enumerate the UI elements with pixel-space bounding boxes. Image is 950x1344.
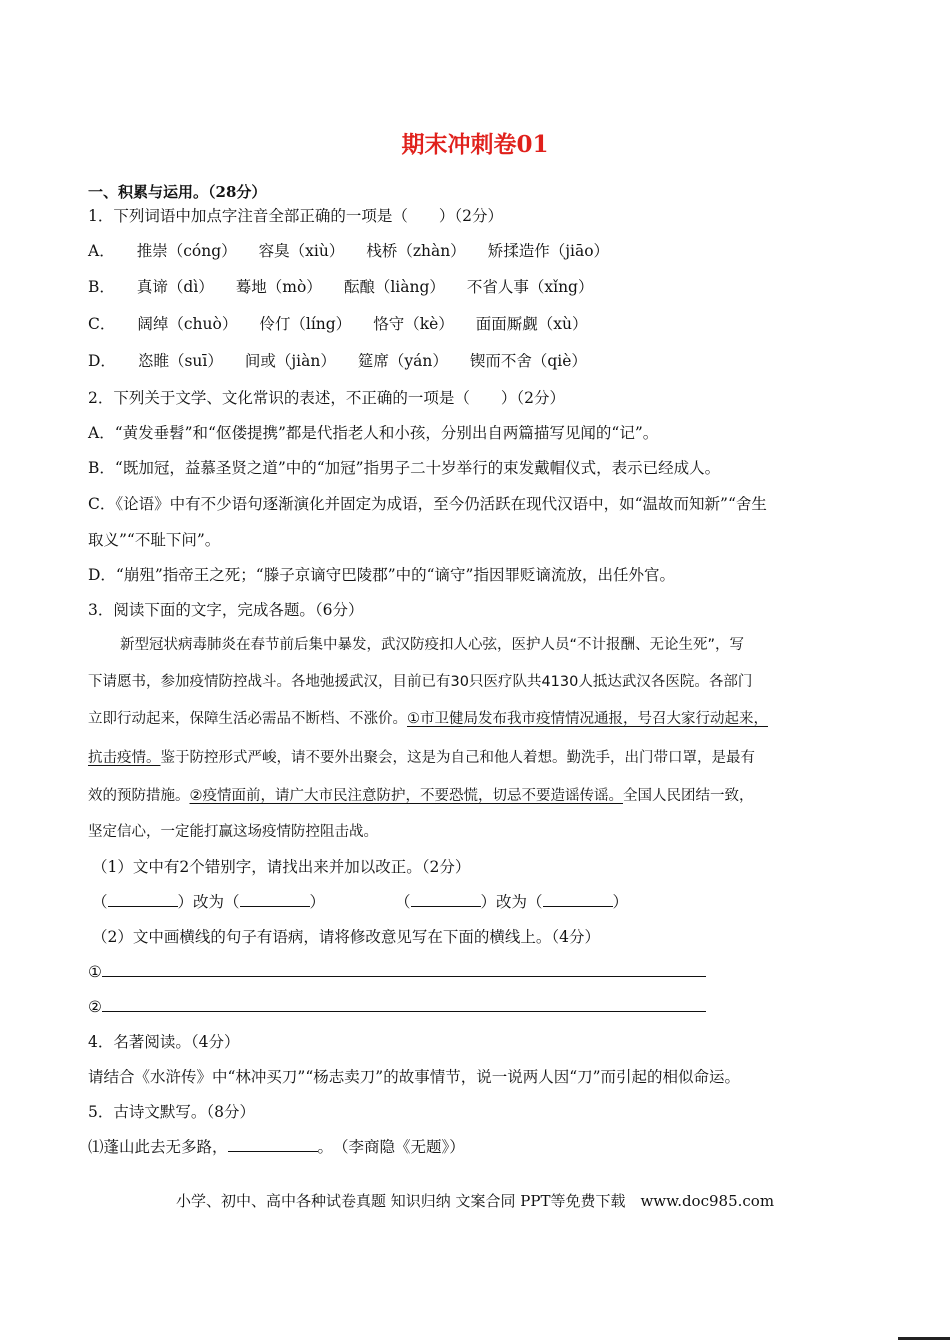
correction-answer-1[interactable] [92,891,325,913]
paren: ） [612,893,629,911]
q3-sub2: （2）文中画横线的句子有语病，请将修改意见写在下面的横线上。（4分） [92,928,600,946]
passage-line [88,708,768,730]
option-item: 伶仃（líng） [259,315,352,333]
answer-line[interactable] [102,962,706,977]
paren: （ [395,893,411,911]
q2-stem: 2．下列关于文学、文化常识的表述，不正确的一项是（ ）（2分） [88,389,565,407]
option-item: 蓦地（mò） [235,278,322,296]
passage-line: 坚定信心，一定能打赢这场疫情防控阻击战。 [88,824,378,840]
option-item: 面面厮觑（xù） [475,315,588,333]
answer-blank[interactable] [228,1137,318,1152]
answer-blank[interactable] [240,892,310,907]
option-item: 筵席（yán） [357,352,448,370]
q2-option-a[interactable]: A．“黄发垂髫”和“伛偻提携”都是代指老人和小孩，分别出自两篇描写见闻的“记”。 [88,424,659,442]
q2-option-c[interactable]: C．《论语》中有不少语句逐渐演化并固定为成语，至今仍活跃在现代汉语中，如“温故而知新”“舍生 [88,495,767,513]
option-item: 恣睢（suī） [137,352,223,370]
option-item: 真谛（dì） [136,278,214,296]
option-item: 阔绰（chuò） [137,315,238,333]
q1-option-d[interactable] [88,350,587,372]
paren-text: ）改为（ [177,893,240,911]
option-label: D． [88,352,116,370]
circle-number: ① [88,963,102,981]
page-footer: 小学、初中、高中各种试卷真题 知识归纳 文案合同 PPT等免费下载 www.doc985.com [175,1192,775,1210]
circle-number: ② [88,998,102,1016]
q3-stem: 3．阅读下面的文字，完成各题。（6分） [88,601,364,619]
revision-line-1[interactable] [88,961,706,983]
option-label: B． [88,278,115,296]
q4-body: 请结合《水浒传》中“林冲买刀”“杨志卖刀”的故事情节，说一说两人因“刀”而引起的相似命运。 [88,1068,741,1086]
option-item: 推崇（cóng） [136,242,237,260]
q1-option-a[interactable] [88,240,609,262]
passage-text: 全国人民团结一致， [623,788,754,804]
paren: （ [92,893,108,911]
q4-stem: 4．名著阅读。（4分） [88,1033,240,1051]
passage-text: 效的预防措施。 [88,788,190,804]
q1-option-c[interactable] [88,313,588,335]
q2-option-d[interactable]: D．“崩殂”指帝王之死；“滕子京谪守巴陵郡”中的“谪守”指因罪贬谪流放，出任外官。 [88,566,675,584]
q3-sub1: （1）文中有2个错别字，请找出来并加以改正。（2分） [92,858,471,876]
underlined-sentence-1: ①市卫健局发布我市疫情情况通报，号召大家行动起来， [407,711,768,727]
option-item: 容臭（xiù） [258,242,345,260]
poem-line: ⑴蓬山此去无多路， [88,1138,228,1156]
q1-stem: 1．下列词语中加点字注音全部正确的一项是（ ）（2分） [88,207,503,225]
paren: ） [309,893,326,911]
revision-line-2[interactable] [88,996,706,1018]
passage-text: 立即行动起来，保障生活必需品不断档、不涨价。 [88,711,407,727]
option-item: 栈桥（zhàn） [366,242,466,260]
answer-line[interactable] [102,997,706,1012]
passage-line: 下请愿书，参加疫情防控战斗。各地弛援武汉，目前已有30只医疗队共4130人抵达武汉各医院。各部门 [88,674,753,690]
section-heading: 一、积累与运用。（28分） [88,183,267,201]
answer-blank[interactable] [411,892,481,907]
option-label: A． [88,242,115,260]
paren-text: ）改为（ [480,893,543,911]
q5-stem: 5．古诗文默写。（8分） [88,1103,255,1121]
option-item: 矫揉造作（jiāo） [487,242,610,260]
q1-option-b[interactable] [88,276,593,298]
page-title: 期末冲刺卷01 [401,131,549,158]
option-item: 间或（jiàn） [244,352,336,370]
answer-blank[interactable] [543,892,613,907]
underlined-sentence-1-cont: 抗击疫情。 [88,750,161,766]
option-item: 酝酿（liàng） [343,278,445,296]
poem-source: 。 （李商隐《无题》） [317,1138,465,1156]
passage-text: 鉴于防控形式严峻，请不要外出聚会，这是为自己和他人着想。勤洗手，出门带口罩，是最有 [160,750,755,766]
option-item: 恪守（kè） [373,315,454,333]
passage-line [88,747,755,769]
q2-option-b[interactable]: B．“既加冠，益慕圣贤之道”中的“加冠”指男子二十岁举行的束发戴帽仪式，表示已经成人。 [88,459,721,477]
page-corner-mark [898,1337,950,1340]
option-item: 锲而不舍（qiè） [469,352,587,370]
answer-blank[interactable] [108,892,178,907]
passage-line: 新型冠状病毒肺炎在春节前后集中暴发，武汉防疫扣人心弦，医护人员“不计报酬、无论生死”，写 [120,637,745,653]
q2-option-c-cont: 取义”“不耻下问”。 [88,531,221,549]
option-label: C． [88,315,116,333]
passage-line [88,785,754,807]
correction-answer-2[interactable] [395,891,628,913]
q5-item-1[interactable] [88,1136,465,1158]
underlined-sentence-2: ②疫情面前，请广大市民注意防护，不要恐慌，切忌不要造谣传谣。 [189,788,623,804]
option-item: 不省人事（xǐng） [466,278,594,296]
